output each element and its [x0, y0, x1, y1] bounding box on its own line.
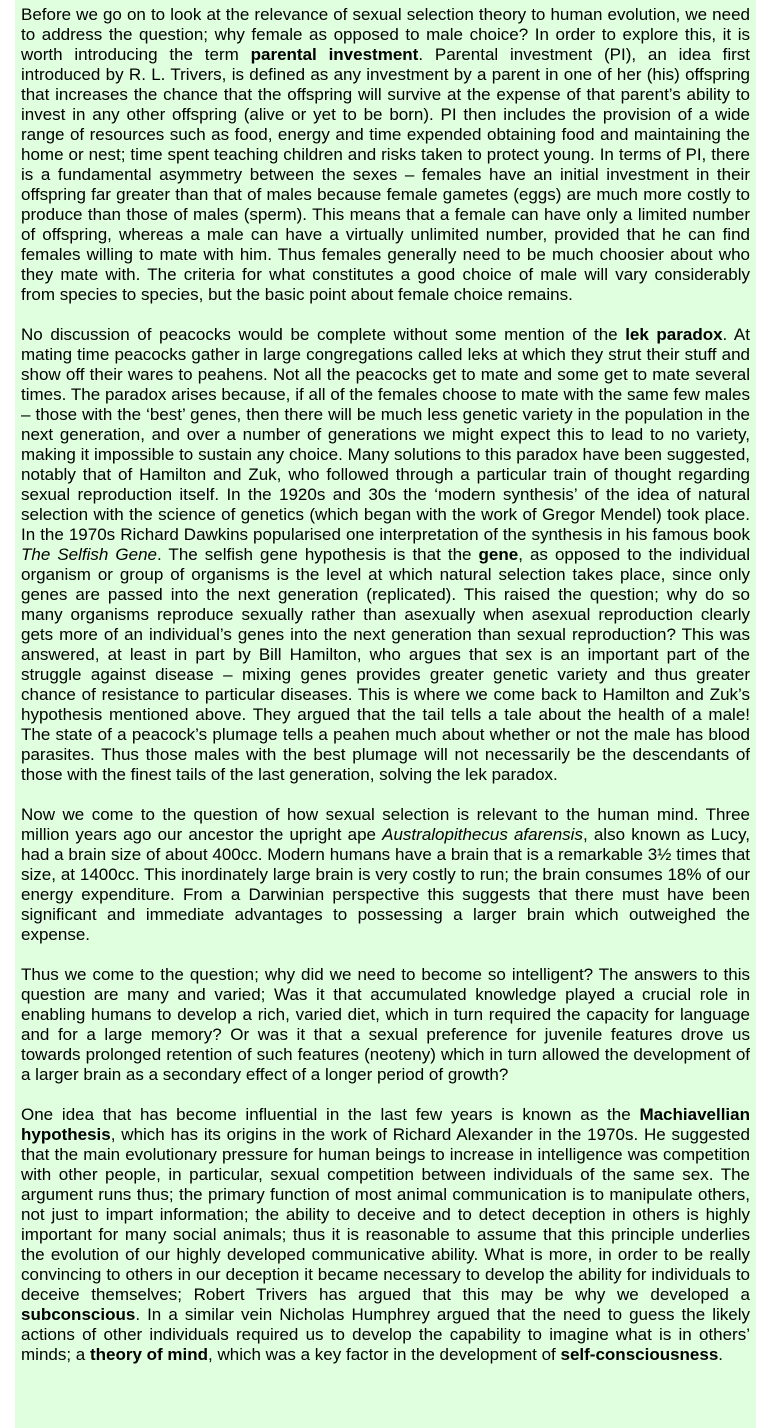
term-lek-paradox: lek paradox — [625, 325, 723, 344]
text-run: , which was a key factor in the development of — [208, 1345, 561, 1364]
text-run: , which has its origins in the work of Richard Alexander in the 1970s. He suggested that the main evolutionary pressure for human beings to increase in intelligence was competition with other people, in particular, sexual competition between individuals of the same sex. The argument runs thus; the primary function of most animal communication is to manipulate others, not just to impart information; the ability to deceive and to detect deception in others is highly important for many social animals; thus it is reasonable to assume that this principle underlies the evolution of our highly developed communicative ability. What is more, in order to be really convincing to others in our deception it became necessary to develop the ability for individuals to deceive themselves; Robert Trivers has argued that this may be why we developed a — [21, 1125, 750, 1304]
text-run: . In a similar vein Nicholas Humphrey argued that the need to guess the likely actions of other individuals required us to develop the capability to imagine what is in others’ minds; a — [21, 1305, 750, 1364]
term-self-consciousness: self-consciousness — [560, 1345, 719, 1364]
paragraph-human-mind — [21, 805, 750, 945]
text-run: , also known as Lucy, had a brain size of about 400cc. Modern humans have a brain that is a remarkable 3½ times that size, at 1400cc. This inordinately large brain is very costly to run; the brain consumes 18% of our energy expenditure. From a Darwinian perspective this suggests that there must have been significant and immediate advantages to possessing a larger brain which outweighed the expense. — [21, 825, 750, 944]
term-machiavellian-hypothesis: Machiavellian hypothesis — [21, 1105, 750, 1144]
text-run: Thus we come to the question; why did we need to become so intelligent? The answers to this question are many and varied; Was it that accumulated knowledge played a crucial role in enabling humans to develop a rich, varied diet, which in turn required the capacity for language and for a large memory? Or was it that a sexual preference for juvenile features drove us towards prolonged retention of such features (neoteny) which in turn allowed the development of a larger brain as a secondary effect of a longer period of growth? — [21, 965, 750, 1084]
text-run: One idea that has become influential in the last few years is known as the — [21, 1105, 640, 1124]
paragraph-machiavellian-hypothesis — [21, 1105, 750, 1365]
book-title-selfish-gene: The Selfish Gene — [21, 545, 157, 564]
text-run: No discussion of peacocks would be complete without some mention of the — [21, 325, 626, 344]
text-run: . — [718, 1345, 724, 1364]
text-run: . The selfish gene hypothesis is that the — [156, 545, 479, 564]
text-run: . At mating time peacocks gather in large congregations called leks at which they strut their stuff and show off their wares to peahens. Not all the peacocks get to mate and some get to mate several times. The paradox arises because, if all of the females choose to mate with the same few males – those with the ‘best’ genes, then there will be much less genetic variety in the population in the next generation, and over a number of generations we might expect this to lead to no variety, making it impossible to sustain any choice. Many solutions to this paradox have been suggested, notably that of Hamilton and Zuk, who followed through a particular train of thought regarding sexual reproduction itself. In the 1920s and 30s the ‘modern synthesis’ of the idea of natural selection with the science of genetics (which began with the work of Gregor Mendel) took place. In the 1970s Richard Dawkins popularised one interpretation of the synthesis in his famous book — [21, 325, 750, 544]
term-gene: gene — [478, 545, 519, 564]
paragraph-lek-paradox — [21, 325, 750, 785]
term-subconscious: subconscious — [21, 1305, 136, 1324]
term-parental-investment: parental investment — [250, 45, 419, 64]
text-run: Before we go on to look at the relevance of sexual selection theory to human evolution, we need to address the question; why female as opposed to male choice? In order to explore this, it is worth introducing the term — [21, 5, 750, 64]
species-name-australopithecus: Australopithecus afarensis — [382, 825, 583, 844]
text-run: Now we come to the question of how sexual selection is relevant to the human mind. Three million years ago our ancestor the upright ape — [21, 805, 750, 844]
text-run: . Parental investment (PI), an idea first introduced by R. L. Trivers, is defined as any investment by a parent in one of her (his) offspring that increases the chance that the offspring will survive at the expense of that parent’s ability to invest in any other offspring (alive or yet to be born). PI then includes the provision of a wide range of resources such as food, energy and time expended obtaining food and maintaining the home or nest; time spent teaching children and risks taken to protect young. In terms of PI, there is a fundamental asymmetry between the sexes – females have an initial investment in their offspring far greater than that of males because female gametes (eggs) are much more costly to produce than those of males (sperm). This means that a female can have only a limited number of offspring, whereas a male can have a virtually unlimited number, provided that he can find females willing to mate with him. Thus females generally need to be much choosier about who they mate with. The criteria for what constitutes a good choice of male will vary considerably from species to species, but the basic point about female choice remains. — [21, 45, 750, 304]
term-theory-of-mind: theory of mind — [89, 1345, 209, 1364]
paragraph-parental-investment — [21, 5, 750, 305]
document-page — [15, 0, 756, 1428]
paragraph-intelligence-question — [21, 965, 750, 1085]
text-run: , as opposed to the individual organism or group of organisms is the level at which natural selection takes place, since only genes are passed into the next generation (replicated). This raised the question; why do so many organisms reproduce sexually rather than asexually when asexual reproduction clearly gets more of an individual’s genes into the next generation than sexual reproduction? This was answered, at least in part by Bill Hamilton, who argues that sex is an important part of the struggle against disease – mixing genes provides greater genetic variety and thus greater chance of resistance to particular diseases. This is where we come back to Hamilton and Zuk’s hypothesis mentioned above. They argued that the tail tells a tale about the health of a male! The state of a peacock’s plumage tells a peahen much about whether or not the male has blood parasites. Thus those males with the best plumage will not necessarily be the descendants of those with the finest tails of the last generation, solving the lek paradox. — [21, 545, 750, 784]
